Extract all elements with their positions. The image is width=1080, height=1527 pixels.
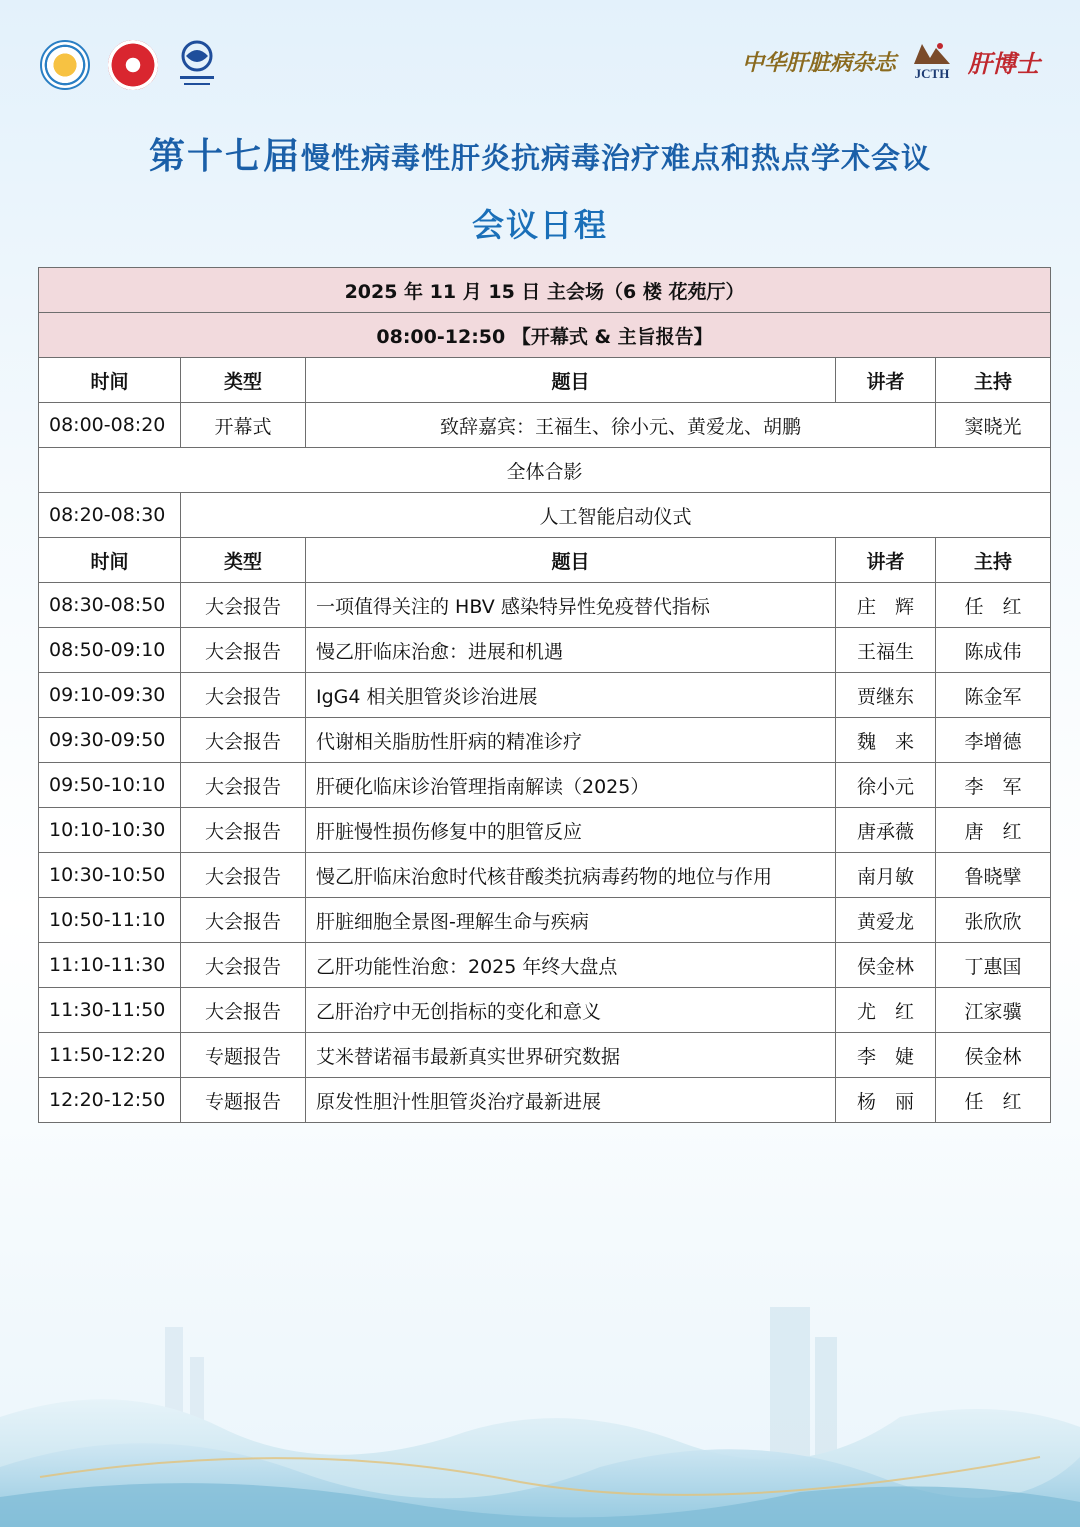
table-row — [39, 763, 1051, 808]
row-time: 08:30-08:50 — [39, 583, 181, 628]
row-topic: 乙肝治疗中无创指标的变化和意义 — [306, 988, 836, 1033]
ai-row — [39, 493, 1051, 538]
row-topic: IgG4 相关胆管炎诊治进展 — [306, 673, 836, 718]
row-time: 09:50-10:10 — [39, 763, 181, 808]
row-speaker: 侯金林 — [836, 943, 936, 988]
row-topic: 艾米替诺福韦最新真实世界研究数据 — [306, 1033, 836, 1078]
session-cell: 08:00-12:50 【开幕式 & 主旨报告】 — [39, 313, 1051, 358]
row-speaker: 杨 丽 — [836, 1078, 936, 1123]
journal-logo: 中华肝脏病杂志 — [741, 49, 896, 76]
jcth-logo — [912, 40, 952, 82]
opening-row — [39, 403, 1051, 448]
col-header-speaker: 讲者 — [836, 538, 936, 583]
row-type: 大会报告 — [181, 763, 306, 808]
row-host: 任 红 — [936, 1078, 1051, 1123]
row-speaker: 庄 辉 — [836, 583, 936, 628]
ai-topic: 人工智能启动仪式 — [181, 493, 1051, 538]
row-speaker: 尤 红 — [836, 988, 936, 1033]
opening-topic: 致辞嘉宾：王福生、徐小元、黄爱龙、胡鹏 — [306, 403, 936, 448]
opening-type: 开幕式 — [181, 403, 306, 448]
row-type: 大会报告 — [181, 718, 306, 763]
gbs-logo: 肝博士 — [968, 48, 1040, 78]
row-time: 11:10-11:30 — [39, 943, 181, 988]
row-type: 专题报告 — [181, 1033, 306, 1078]
row-speaker: 徐小元 — [836, 763, 936, 808]
page-subtitle: 会议日程 — [471, 206, 608, 244]
session-row — [39, 313, 1051, 358]
table-row — [39, 853, 1051, 898]
row-speaker: 南月敏 — [836, 853, 936, 898]
row-host: 丁惠国 — [936, 943, 1051, 988]
page-title — [0, 128, 1080, 179]
table-row — [39, 673, 1051, 718]
organizer-logos — [40, 40, 218, 90]
university-logo-icon — [176, 40, 218, 90]
title-prefix: 第十七届 — [148, 136, 301, 177]
table-row — [39, 898, 1051, 943]
table-row — [39, 988, 1051, 1033]
opening-host: 窦晓光 — [936, 403, 1051, 448]
row-topic: 肝硬化临床诊治管理指南解读（2025） — [306, 763, 836, 808]
row-speaker: 魏 来 — [836, 718, 936, 763]
table-row — [39, 1078, 1051, 1123]
table-row — [39, 718, 1051, 763]
jcth-logo-text: JCTH — [914, 66, 950, 81]
table-row — [39, 808, 1051, 853]
table-row — [39, 628, 1051, 673]
schedule-table — [38, 267, 1051, 1123]
row-host: 唐 红 — [936, 808, 1051, 853]
row-host: 张欣欣 — [936, 898, 1051, 943]
row-time: 10:30-10:50 — [39, 853, 181, 898]
row-type: 大会报告 — [181, 988, 306, 1033]
col-header-topic: 题目 — [306, 538, 836, 583]
row-time: 08:50-09:10 — [39, 628, 181, 673]
date-row — [39, 268, 1051, 313]
row-host: 李 军 — [936, 763, 1051, 808]
society-logo-icon — [40, 40, 90, 90]
landscape-decoration — [0, 1267, 1080, 1527]
row-type: 大会报告 — [181, 943, 306, 988]
table-row — [39, 583, 1051, 628]
col-header-host: 主持 — [936, 538, 1051, 583]
photo-row — [39, 448, 1051, 493]
row-time: 10:50-11:10 — [39, 898, 181, 943]
row-speaker: 李 婕 — [836, 1033, 936, 1078]
row-type: 大会报告 — [181, 628, 306, 673]
row-topic: 慢乙肝临床治愈：进展和机遇 — [306, 628, 836, 673]
row-topic: 慢乙肝临床治愈时代核苷酸类抗病毒药物的地位与作用 — [306, 853, 836, 898]
row-speaker: 唐承薇 — [836, 808, 936, 853]
row-host: 任 红 — [936, 583, 1051, 628]
row-host: 江家骥 — [936, 988, 1051, 1033]
row-type: 大会报告 — [181, 808, 306, 853]
row-time: 11:30-11:50 — [39, 988, 181, 1033]
table-row — [39, 1033, 1051, 1078]
title-rest: 慢性病毒性肝炎抗病毒治疗难点和热点学术会议 — [301, 141, 932, 175]
row-type: 大会报告 — [181, 673, 306, 718]
row-topic: 一项值得关注的 HBV 感染特异性免疫替代指标 — [306, 583, 836, 628]
row-topic: 肝脏细胞全景图-理解生命与疾病 — [306, 898, 836, 943]
row-time: 11:50-12:20 — [39, 1033, 181, 1078]
ai-time: 08:20-08:30 — [39, 493, 181, 538]
date-cell: 2025 年 11 月 15 日 主会场（6 楼 花苑厅） — [39, 268, 1051, 313]
table-row — [39, 943, 1051, 988]
row-host: 侯金林 — [936, 1033, 1051, 1078]
row-topic: 代谢相关脂肪性肝病的精准诊疗 — [306, 718, 836, 763]
row-host: 陈金军 — [936, 673, 1051, 718]
row-host: 李增德 — [936, 718, 1051, 763]
row-time: 09:30-09:50 — [39, 718, 181, 763]
row-time: 12:20-12:50 — [39, 1078, 181, 1123]
col-header-type: 类型 — [181, 358, 306, 403]
opening-time: 08:00-08:20 — [39, 403, 181, 448]
row-speaker: 黄爱龙 — [836, 898, 936, 943]
row-host: 陈成伟 — [936, 628, 1051, 673]
sponsor-logos — [742, 40, 1040, 82]
photo-cell: 全体合影 — [39, 448, 1051, 493]
row-type: 大会报告 — [181, 898, 306, 943]
header-row-2 — [39, 538, 1051, 583]
col-header-topic: 题目 — [306, 358, 836, 403]
col-header-time: 时间 — [39, 538, 181, 583]
row-speaker: 王福生 — [836, 628, 936, 673]
col-header-host: 主持 — [936, 358, 1051, 403]
jcth-emblem-icon — [912, 40, 952, 66]
row-topic: 肝脏慢性损伤修复中的胆管反应 — [306, 808, 836, 853]
col-header-time: 时间 — [39, 358, 181, 403]
row-topic: 乙肝功能性治愈：2025 年终大盘点 — [306, 943, 836, 988]
association-logo-icon — [108, 40, 158, 90]
row-time: 09:10-09:30 — [39, 673, 181, 718]
col-header-type: 类型 — [181, 538, 306, 583]
row-speaker: 贾继东 — [836, 673, 936, 718]
row-host: 鲁晓擘 — [936, 853, 1051, 898]
row-type: 大会报告 — [181, 583, 306, 628]
header-row — [39, 358, 1051, 403]
col-header-speaker: 讲者 — [836, 358, 936, 403]
row-type: 专题报告 — [181, 1078, 306, 1123]
row-type: 大会报告 — [181, 853, 306, 898]
row-time: 10:10-10:30 — [39, 808, 181, 853]
row-topic: 原发性胆汁性胆管炎治疗最新进展 — [306, 1078, 836, 1123]
